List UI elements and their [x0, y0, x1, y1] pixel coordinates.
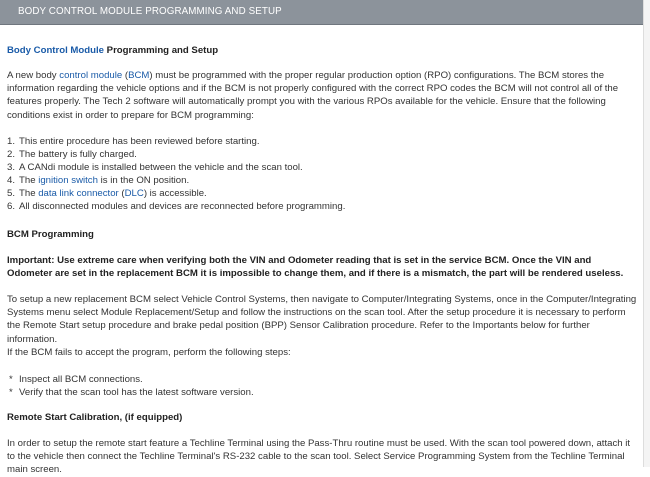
remote-start-paragraph: In order to setup the remote start feature a Techline Terminal using the Pass-Thru routine must be used. With the scan tool powered down, attach it to the vehicle then connect the Techline Terminal's RS-232 cable to the scan tool. Select Service Programming System from the Techline Terminal main screen. [7, 438, 631, 476]
step-text: All disconnected modules and devices are reconnected before programming. [19, 201, 346, 213]
intro-text-1: A new body [7, 70, 60, 81]
fail-steps-list [7, 373, 639, 399]
step-number: 1. [7, 136, 16, 147]
bcm-programming-heading: BCM Programming [7, 229, 94, 240]
step-text: This entire procedure has been reviewed before starting. [19, 136, 260, 147]
list-item [7, 373, 639, 386]
list-item [7, 135, 639, 148]
dlc-link[interactable]: DLC [124, 188, 144, 200]
step-number: 4. [7, 175, 16, 187]
intro-text-3: ) must be programmed with the proper regular production option (RPO) configurations. The BCM stores the information regarding the vehicle options and if the BCM is not properly configured with the correct RPO codes the BCM will not control all of the features properly. The Tech 2 software will automatically prompt you with the various RPOs available for the vehicle. Ensure that the following conditions exist in order to prepare for BCM programming: [7, 70, 619, 121]
conditions-list [7, 135, 639, 214]
section-title [7, 44, 639, 57]
bcm-link[interactable]: BCM [128, 70, 150, 81]
list-item [7, 161, 639, 174]
step-text: A CANdi module is installed between the vehicle and the scan tool. [19, 162, 303, 174]
list-item [7, 174, 639, 187]
step-number: 3. [7, 162, 16, 174]
header-bar [0, 0, 644, 25]
step-text: The [19, 175, 39, 187]
step-text: is in the ON position. [97, 175, 190, 187]
control-module-link[interactable]: control module [59, 70, 123, 81]
body-control-module-link[interactable]: Body Control Module [7, 45, 104, 56]
section-title-rest: Programming and Setup [104, 45, 219, 56]
list-item [7, 187, 639, 200]
step-text: ) is accessible. [143, 188, 207, 200]
list-item [7, 200, 639, 213]
list-item [7, 148, 639, 161]
bullet-marker: * [9, 374, 13, 385]
setup-paragraph: To setup a new replacement BCM select Vehicle Control Systems, then navigate to Computer/Integrating Systems, once in the Computer/Integrating Systems menu select Module Replacement/Setup and follow the instructions on the scan tool. After the setup procedure it is necessary to perform the Remote Start setup procedure and brake pedal position (BPP) Sensor Calibration procedure. Refer to the Importants below for further information. [7, 294, 637, 345]
check-text: Verify that the scan tool has the latest software version. [19, 387, 254, 399]
page-title: BODY CONTROL MODULE PROGRAMMING AND SETUP [18, 6, 282, 17]
step-number: 2. [7, 149, 16, 161]
important-note: Important: Use extreme care when verifying both the VIN and Odometer reading that is set in the service BCM. Once the VIN and Odometer are set in the replacement BCM it is impossible to change them, and if there is a mismatch, the part will be rendered useless. [7, 255, 624, 280]
step-text: ( [118, 188, 125, 200]
check-text: Inspect all BCM connections. [19, 374, 143, 385]
step-text: The battery is fully charged. [19, 149, 137, 161]
step-text: The [19, 188, 39, 200]
bullet-marker: * [9, 387, 13, 399]
intro-paragraph [7, 69, 639, 122]
step-number: 5. [7, 188, 16, 200]
ignition-switch-link[interactable]: ignition switch [38, 175, 98, 187]
scrollbar-track[interactable] [643, 0, 650, 467]
remote-start-heading: Remote Start Calibration, (if equipped) [7, 412, 183, 423]
list-item [7, 386, 639, 399]
step-number: 6. [7, 201, 16, 213]
data-link-connector-link[interactable]: data link connector [38, 188, 119, 200]
intro-text-2: ( [122, 70, 129, 81]
fail-paragraph: If the BCM fails to accept the program, perform the following steps: [7, 347, 291, 358]
